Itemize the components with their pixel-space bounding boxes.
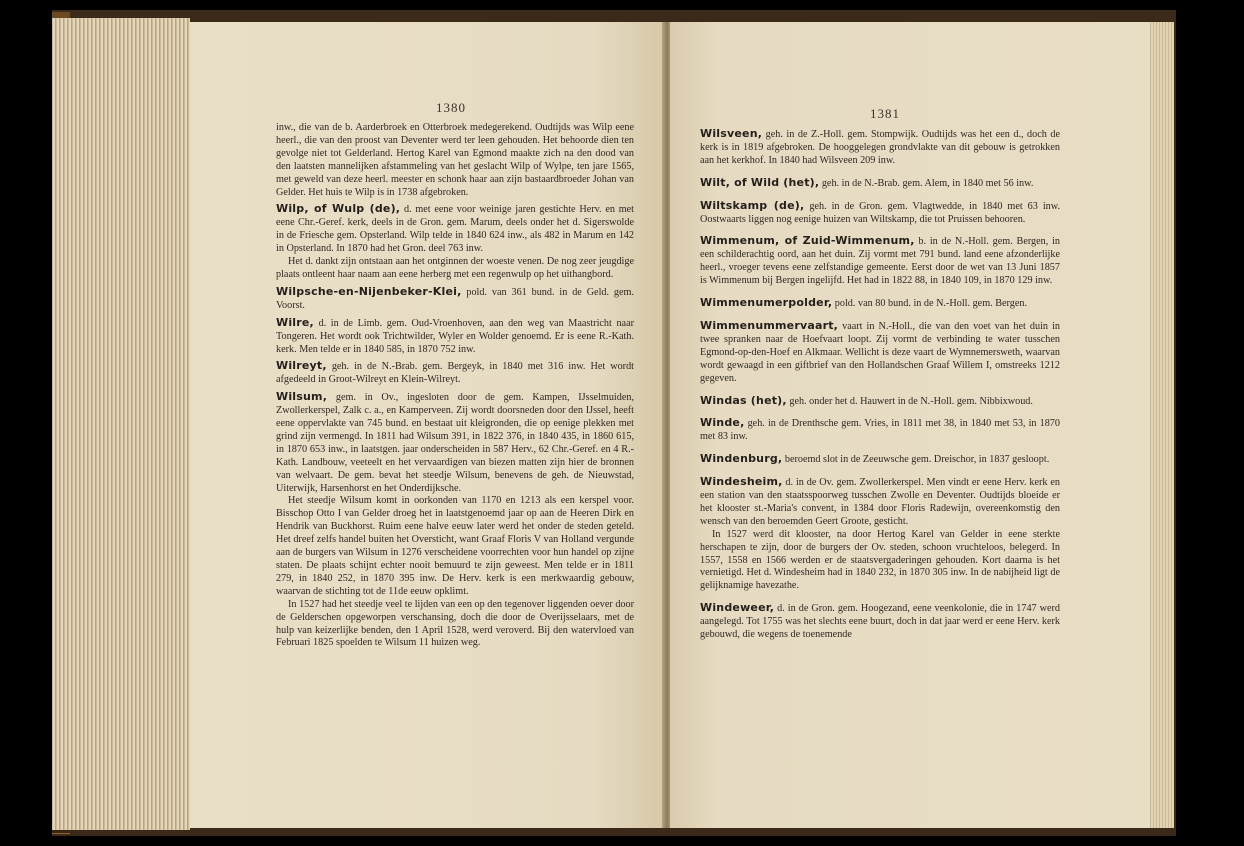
entry-headword: Wilt, of Wild (het), (700, 175, 820, 189)
entry-paragraph (700, 177, 1060, 191)
entry-paragraph (700, 297, 1060, 311)
entry-paragraph (276, 360, 634, 387)
entry-text: geh. in de Gron. gem. Vlagtwedde, in 1840 met 63 inw. Oostwaarts liggen nog eenige huizen van Wiltskamp, die tot Pruissen behooren. (700, 200, 1061, 225)
entry-text: d. in de Limb. gem. Oud-Vroenhoven, aan den weg van Maastricht naar Tongeren. Het wordt ook Trichtwilder, Wyler en Wolder genoemd. Er is eene R.-Kath. kerk. Men telde er in 1840 585, in 1870 752 inw. (276, 317, 634, 355)
right-page-text (700, 128, 1060, 651)
entry-text: d. met eene voor weinige jaren gestichte Herv. en met eene Chr.-Geref. kerk, deels in de Gron. gem. Marum, deels onder het d. Sigerswolde in de Friesche gem. Opsterland. Wilp telde in 1840 624 inw., als 482 in Marum en 142 in Opsterland. In 1870 had het Gron. deel 763 inw. (276, 204, 634, 255)
entry-headword: Windas (het), (700, 393, 787, 407)
entry-text: inw., die van de b. Aarderbroek en Otterbroek medegerekend. Oudtijds was Wilp eene heerl., die van den proost van Deventer werd ter leen gehouden. Het behoorde dien ten gevolge niet tot Gelderland. Hertog Karel van Egmond maakte zich na den dood van den laatsten mannelijken afstammeling van het geslacht Wilp of Wylpe, ten jare 1565, met geweld van deze heerl. meester en schonk haar aan zijn bastaardbroeder Johan van Gelder. Het huis te Wilp is in 1738 afgebroken. (276, 122, 634, 198)
dictionary-entry (700, 200, 1060, 227)
entry-paragraph (700, 320, 1060, 386)
entry-paragraph (700, 200, 1060, 227)
entry-headword: Wilre, (276, 315, 314, 329)
entry-text: geh. onder het d. Hauwert in de N.-Holl. gem. Nibbixwoud. (789, 395, 1033, 407)
entry-paragraph (276, 495, 634, 598)
entry-text: vaart in N.-Holl., die van den voet van het duin in twee spranken naar de Hoefvaart loopt. Zij vormt de verbinding te water tusschen Egmond-op-den-Hoef en Alkmaar. Wellicht is deze vaart de Wymnemersweth, waarvan wordt gewaagd in een giftbrief van den Hollandschen Graaf Willem I, omstreeks 1212 gegeven. (700, 320, 1061, 384)
dictionary-entry (700, 395, 1060, 409)
dictionary-entry (700, 128, 1060, 168)
dictionary-entry (700, 602, 1060, 642)
entry-paragraph (276, 391, 634, 495)
left-page-stack (52, 18, 190, 830)
dictionary-entry (700, 235, 1060, 288)
dictionary-entry (276, 391, 634, 650)
entry-text: Het steedje Wilsum komt in oorkonden van 1170 en 1213 als een kerspel voor. Bisschop Otto I van Gelder droeg het in laatstgenoemd jaar op aan de Heeren Dirk en Hendrik van Buckhorst. Ruim eene halve eeuw later werd het onder de steden geteld. Het dreef zelfs handel buiten het Oversticht, want Graaf Floris V van Holland vergunde aan de burgers van Wilsum in 1276 verscheidene voorrechten voor hun handel op zijne staten. De plaats schijnt echter nooit bemuurd te zijn geweest. Men telde er in 1811 279, in 1840 252, in 1870 395 inw. De Herv. kerk is een merkwaardig gebouw, waarvan de stichting tot de 11de eeuw opklimt. (276, 495, 634, 597)
entry-paragraph (276, 286, 634, 313)
entry-headword: Windenburg, (700, 452, 783, 466)
entry-headword: Windeweer, (700, 601, 775, 615)
page-number-left: 1380 (436, 100, 466, 115)
dictionary-entry (276, 317, 634, 357)
dictionary-entry (700, 320, 1060, 386)
left-page-text (276, 122, 634, 654)
entry-headword: Wilsum, (276, 390, 328, 404)
entry-text: d. in de Gron. gem. Hoogezand, eene veenkolonie, die in 1747 werd aangelegd. Tot 1755 was het slechts eene buurt, doch in dat jaar werd er eene Herv. kerk gebouwd, die wegens de toenemende (700, 603, 1061, 641)
entry-headword: Wilsveen, (700, 127, 763, 140)
dictionary-entry (276, 122, 634, 199)
entry-text: beroemd slot in de Zeeuwsche gem. Dreischor, in 1837 gesloopt. (784, 454, 1050, 466)
entry-paragraph (276, 599, 634, 651)
dictionary-entry (700, 453, 1060, 467)
entry-paragraph (700, 529, 1060, 594)
entry-text: In 1527 werd dit klooster, na door Hertog Karel van Gelder in eene sterkte herschapen te zijn, door de burgers der Ov. steden, schoon vruchteloos, belegerd. In 1557, 1558 en 1566 werden er de staatsvergaderingen gehouden. Kort daarna is het vernietigd. Het d. Windesheim had in 1840 232, in 1870 305 inw. In de nabijheid ligt de gelijknamige havezathe. (700, 528, 1060, 592)
entry-text: geh. in de Drenthsche gem. Vries, in 1811 met 38, in 1840 met 53, in 1870 met 83 inw. (700, 418, 1060, 443)
dictionary-entry (276, 203, 634, 281)
right-page-stack (1150, 22, 1174, 828)
entry-headword: Wimmenummervaart, (700, 318, 839, 332)
entry-paragraph (276, 317, 634, 357)
dictionary-entry (276, 360, 634, 387)
entry-text: geh. in de N.-Brab. gem. Bergeyk, in 1840 met 316 inw. Het wordt afgedeeld in Groot-Wilreyt en Klein-Wilreyt. (276, 361, 635, 386)
entry-text: geh. in de N.-Brab. gem. Alem, in 1840 met 56 inw. (821, 177, 1034, 189)
entry-paragraph (276, 122, 634, 199)
dictionary-entry (700, 177, 1060, 191)
entry-paragraph (700, 235, 1060, 288)
entry-text: pold. van 80 bund. in de N.-Holl. gem. Bergen. (834, 298, 1027, 310)
entry-headword: Wilpsche-en-Nijenbeker-Klei, (276, 284, 462, 298)
entry-headword: Windesheim, (700, 475, 783, 489)
entry-text: pold. van 361 bund. in de Geld. gem. Voorst. (276, 286, 635, 311)
entry-paragraph (276, 256, 634, 282)
entry-headword: Wilreyt, (276, 359, 327, 373)
right-page (670, 22, 1150, 828)
entry-headword: Winde, (700, 416, 745, 430)
page-number-right: 1381 (870, 106, 900, 121)
left-page (190, 22, 664, 828)
entry-paragraph (700, 476, 1060, 529)
entry-text: In 1527 had het steedje veel te lijden van een op den tegenover liggenden oever door de Gelderschen opgeworpen verschansing, doch die door de Overijsselaars, met de hulp van keizerlijke benden, den 1 April 1528, werd veroverd. Bij den watervloed van Februari 1825 spoelden te Wilsum 11 huizen weg. (276, 598, 634, 649)
entry-text: d. in de Ov. gem. Zwollerkerspel. Men vindt er eene Herv. kerk en een station van den staatsspoorweg tusschen Zwolle en Deventer. Oudtijds bloeide er het klooster st.-Maria's convent, in 1384 door Floris Radewijn, overeenkomstig den wensch van den beroemden Geert Groote, gesticht. (700, 477, 1060, 527)
entry-text: geh. in de Z.-Holl. gem. Stompwijk. Oudtijds was het een d., doch de kerk is in 1819 afgebroken. De hooggelegen grondvlakte van dit gebouw is getrokken aan het kerkhof. In 1840 had Wilsveen 209 inw. (700, 129, 1060, 166)
entry-text: gem. in Ov., ingesloten door de gem. Kampen, IJsselmuiden, Zwollerkerspel, Zalk c. a., en Kamperveen. Zij wordt doorsneden door den IJssel, heeft eene oppervlakte van 745 bund. en bestaat uit kleigronden, die op eenige plekken met grind zijn vermengd. In 1811 had Wilsum 391, in 1822 376, in 1840 435, in 1860 615, in 1870 653 inw., in laatstgen. jaar onderscheiden in 587 Herv., 62 Chr.-Geref. en 4 R.-Kath. Landbouw, veeteelt en het vervaardigen van biezen matten zijn hier de bronnen van welvaart. De gem. bevat het steedje Wilsum, benevens de geh. de Nieuwstad, Uiterwijk, Harsenhorst en het Onderdijksche. (276, 392, 635, 494)
entry-headword: Wiltskamp (de), (700, 198, 805, 212)
entry-headword: Wilp, of Wulp (de), (276, 202, 401, 216)
entry-text: b. in de N.-Holl. gem. Bergen, in een schilderachtig oord, aan het duin. Zij vormt met 791 bund. land eene afzonderlijke heerl., vroeger tevens eene zelfstandige gemeente. Eerst door de wet van 13 Juni 1857 is Wimmenum bij Bergen ingelijfd. Het had in 1822 88, in 1840 109, in 1870 129 inw. (700, 236, 1061, 287)
entry-headword: Wimmenum, of Zuid-Wimmenum, (700, 234, 915, 248)
entry-paragraph (700, 453, 1060, 467)
entry-paragraph (700, 417, 1060, 444)
dictionary-entry (700, 297, 1060, 311)
entry-paragraph (700, 395, 1060, 409)
entry-paragraph (700, 128, 1060, 168)
entry-headword: Wimmenumerpolder, (700, 296, 833, 310)
entry-paragraph (700, 602, 1060, 642)
entry-paragraph (276, 203, 634, 256)
dictionary-entry (276, 286, 634, 313)
dictionary-entry (700, 476, 1060, 593)
entry-text: Het d. dankt zijn ontstaan aan het ontginnen der woeste venen. De nog zeer jeugdige plaats ontleent haar naam aan eene herberg met een regenwulp op het uithangbord. (276, 256, 634, 280)
dictionary-entry (700, 417, 1060, 444)
